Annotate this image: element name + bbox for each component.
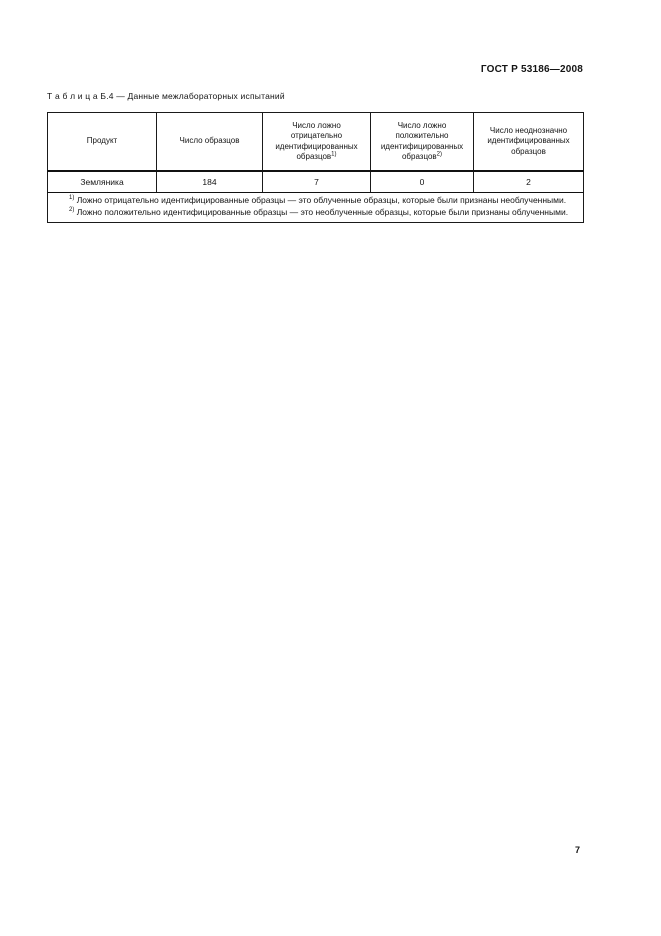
cell-false-negative: 7	[263, 171, 371, 193]
doc-number: ГОСТ Р 53186—2008	[480, 64, 583, 75]
column-header-label: Число образцов	[179, 136, 240, 146]
footnote-cell	[48, 193, 584, 223]
column-header-product	[48, 113, 157, 172]
footnote-1	[56, 195, 575, 207]
cell-ambiguous: 2	[474, 171, 584, 193]
column-header-label: Число ложно положительно идентифицированных образцов	[380, 120, 464, 161]
footnote-text: Ложно положительно идентифицированные образцы — это необлученные образцы, которые были признаны облученными.	[76, 206, 569, 217]
cell-sample-count: 184	[157, 171, 263, 193]
column-header-label: Число ложно отрицательно идентифицированных образцов	[275, 120, 358, 161]
column-header-label: Число неоднозначно идентифицированных образцов	[487, 125, 570, 156]
header-row	[48, 113, 584, 172]
column-header-label: Продукт	[86, 136, 118, 146]
footnote-marker: 2)	[69, 206, 75, 213]
footnote-marker: 1)	[69, 195, 75, 202]
cell-false-positive: 0	[371, 171, 474, 193]
data-table	[47, 112, 584, 223]
footnote-text: Ложно отрицательно идентифицированные образцы — это облученные образцы, которые были признаны необлученными.	[76, 195, 567, 205]
table-row	[48, 171, 584, 193]
column-header-ambiguous	[474, 113, 584, 172]
footnote-ref-2: 2)	[436, 151, 443, 158]
footnote-ref-1: 1)	[331, 151, 337, 158]
column-header-false-negative	[263, 113, 371, 172]
column-header-false-positive	[371, 113, 474, 172]
page-number: 7	[575, 845, 581, 855]
cell-product: Земляника	[48, 171, 157, 193]
footnote-row	[48, 193, 584, 223]
table-caption: Т а б л и ц а Б.4 — Данные межлабораторных испытаний	[47, 91, 285, 101]
footnote-2	[56, 207, 575, 219]
column-header-sample-count	[157, 113, 263, 172]
